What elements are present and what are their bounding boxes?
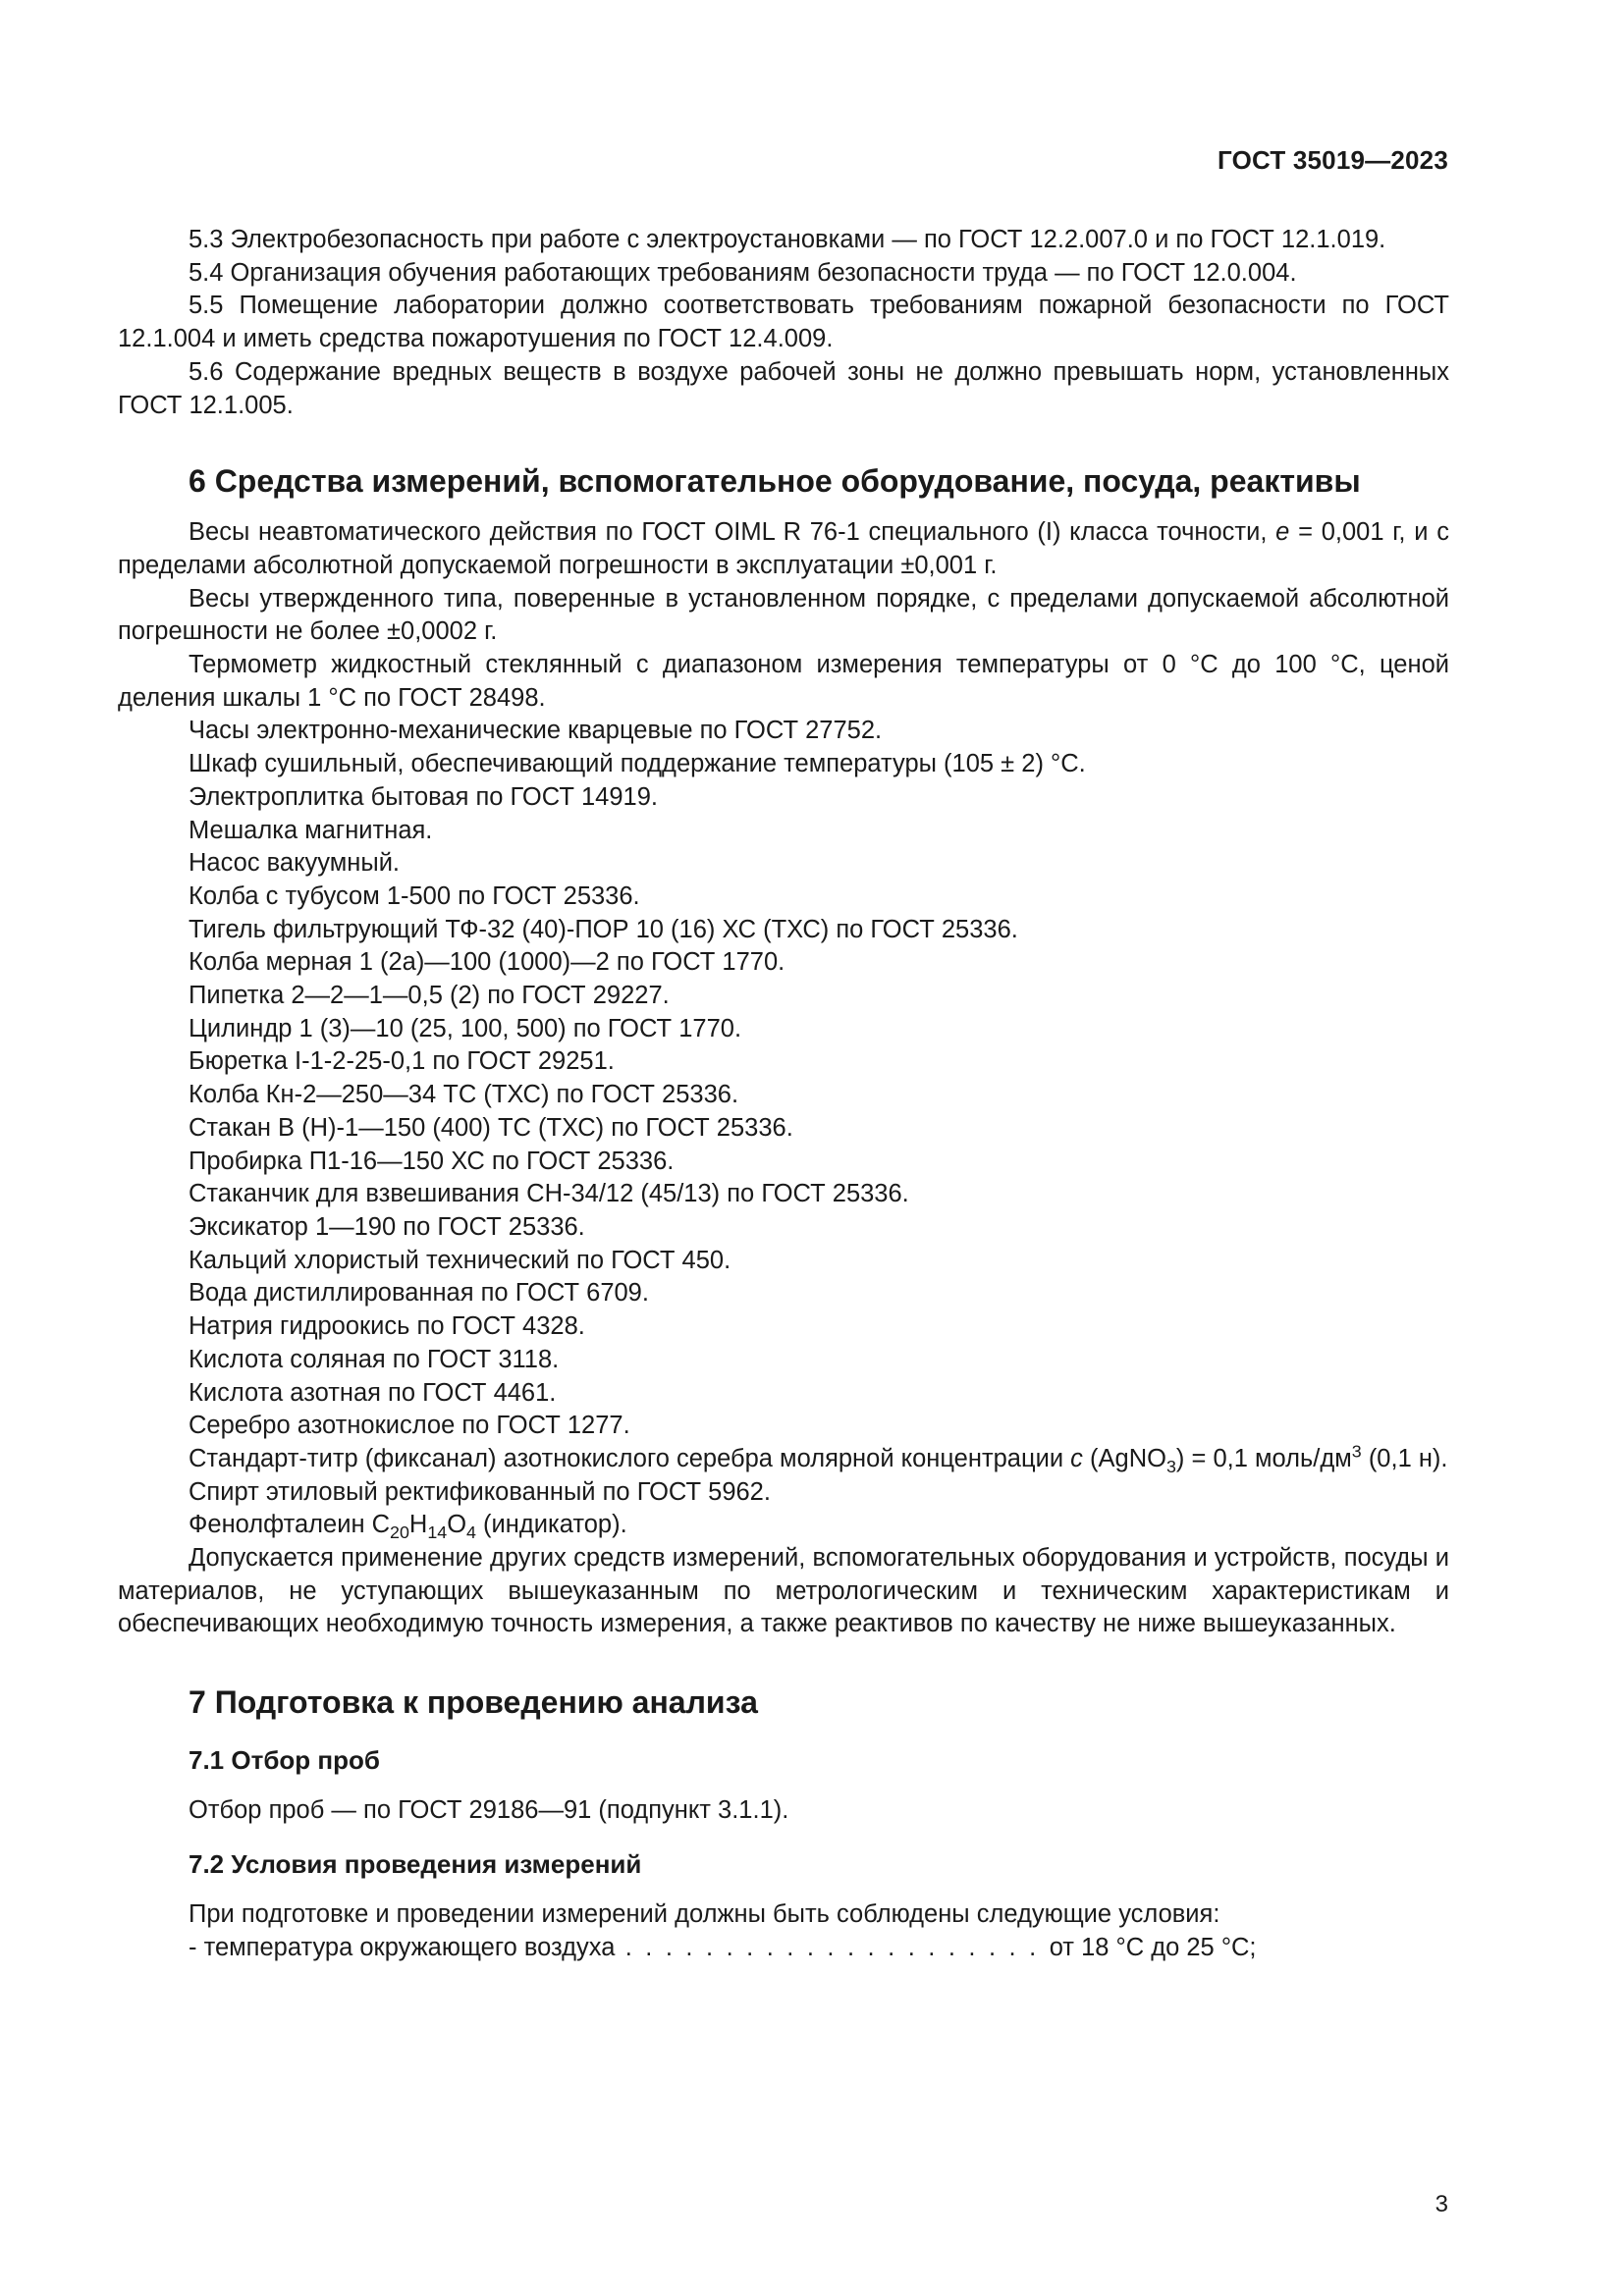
list-item: Стакан В (Н)-1—150 (400) ТС (ТХС) по ГОСТ 25336. (189, 1113, 793, 1142)
dot-leader: . . . . . . . . . . . . . . . . . . . . . (615, 1933, 1050, 1961)
scales-paragraph (118, 516, 1449, 582)
formula-subscript: 4 (466, 1522, 476, 1543)
approved-scales-paragraph: Весы утвержденного типа, поверенные в установленном порядке, с пределами допускаемой абсолютной погрешности не более ±0,0002 г. (118, 584, 1449, 646)
list-item: Насос вакуумный. (189, 849, 401, 878)
section-6 (118, 516, 1449, 1641)
list-item: Электроплитка бытовая по ГОСТ 14919. (189, 782, 658, 811)
formula-subscript: 14 (427, 1522, 448, 1543)
formula-subscript: 3 (1165, 1457, 1176, 1476)
list-item: Мешалка магнитная. (189, 816, 433, 844)
list-item: Спирт этиловый ректификованный по ГОСТ 5962. (189, 1477, 771, 1506)
subsection-7-2-heading: 7.2 Условия проведения измерений (189, 1848, 642, 1879)
list-item: Кислота азотная по ГОСТ 4461. (189, 1378, 557, 1407)
list-item: Эксикатор 1—190 по ГОСТ 25336. (189, 1212, 585, 1241)
list-item: Стаканчик для взвешивания СН-34/12 (45/13) по ГОСТ 25336. (189, 1180, 909, 1208)
list-item: Серебро азотнокислое по ГОСТ 1277. (189, 1412, 630, 1440)
list-item: Вода дистиллированная по ГОСТ 6709. (189, 1279, 649, 1308)
list-item: Бюретка I-1-2-25-0,1 по ГОСТ 29251. (189, 1047, 615, 1076)
list-item: Колба Кн-2—250—34 ТС (ТХС) по ГОСТ 25336. (189, 1081, 739, 1109)
formula-part: (индикатор). (475, 1511, 627, 1539)
conditions-intro: При подготовке и проведении измерений должны быть соблюдены следующие условия: (189, 1899, 1220, 1928)
list-item: Кислота соляная по ГОСТ 3118. (189, 1345, 560, 1373)
section-5 (118, 224, 1449, 422)
clause-5-5: 5.5 Помещение лаборатории должно соответствовать требованиям пожарной безопасности по ГОСТ 12.1.004 и иметь средства пожаротушения по ГОСТ 12.4.009. (118, 292, 1449, 353)
equipment-list (118, 715, 1449, 1442)
list-item: Пипетка 2—2—1—0,5 (2) по ГОСТ 29227. (189, 982, 670, 1010)
titer-normality: (0,1 н). (1361, 1444, 1448, 1472)
list-item: Натрия гидроокись по ГОСТ 4328. (189, 1312, 585, 1341)
list-item: Часы электронно-механические кварцевые по ГОСТ 27752. (189, 717, 883, 745)
condition-label: - температура окружающего воздуха (189, 1933, 616, 1961)
list-item: Тигель фильтрующий ТФ-32 (40)-ПОР 10 (16) ХС (ТХС) по ГОСТ 25336. (189, 915, 1018, 943)
formula-subscript: 20 (390, 1522, 409, 1543)
formula-part: Фенолфталеин C (189, 1511, 391, 1539)
scales-e-symbol: e (1275, 518, 1290, 547)
allowance-paragraph: Допускается применение других средств измерений, вспомогательных оборудования и устройств, посуды и материалов, не уступающих вышеуказанным по метрологическим и техническим характеристикам и обеспечивающих необходимую точность измерения, а также реактивов по качеству не ниже вышеуказанных. (118, 1544, 1449, 1638)
list-item: Шкаф сушильный, обеспечивающий поддержание температуры (105 ± 2) °С. (189, 750, 1086, 778)
condition-row (118, 1932, 1449, 1965)
clause-5-3: 5.3 Электробезопасность при работе с электроустановками — по ГОСТ 12.2.007.0 и по ГОСТ 12.1.019. (189, 226, 1386, 253)
subsection-7-1-heading: 7.1 Отбор проб (189, 1745, 380, 1776)
formula-part: O (447, 1511, 467, 1539)
page-number: 3 (1435, 2191, 1448, 2217)
list-item: Колба с тубусом 1-500 по ГОСТ 25336. (189, 881, 640, 910)
scales-text-a: Весы неавтоматического действия по ГОСТ OIML R 76-1 специального (I) класса точности, (189, 518, 1276, 547)
clause-5-6: 5.6 Содержание вредных веществ в воздухе рабочей зоны не должно превышать норм, установленных ГОСТ 12.1.005. (118, 357, 1449, 419)
list-item: Колба мерная 1 (2а)—100 (1000)—2 по ГОСТ 1770. (189, 948, 785, 977)
titer-formula-start: (AgNO (1082, 1444, 1166, 1472)
titer-text-a: Стандарт-титр (фиксанал) азотнокислого серебра молярной концентрации (189, 1444, 1071, 1472)
document-id: ГОСТ 35019—2023 (1218, 145, 1448, 175)
concentration-symbol: c (1070, 1444, 1083, 1472)
list-item: Цилиндр 1 (3)—10 (25, 100, 500) по ГОСТ 1770. (189, 1014, 742, 1042)
list-item: Пробирка П1-16—150 ХС по ГОСТ 25336. (189, 1147, 675, 1175)
section-7 (118, 1682, 1449, 1964)
sampling-paragraph: Отбор проб — по ГОСТ 29186—91 (подпункт 3.1.1). (189, 1796, 789, 1825)
section-7-heading: 7 Подготовка к проведению анализа (189, 1684, 758, 1721)
phenolphthalein-item (118, 1509, 1449, 1542)
standard-titer-paragraph (118, 1443, 1449, 1476)
page-content (118, 224, 1449, 1964)
clause-5-4: 5.4 Организация обучения работающих требованиям безопасности труда — по ГОСТ 12.0.004. (189, 258, 1297, 287)
list-item: Кальций хлористый технический по ГОСТ 450. (189, 1246, 731, 1274)
thermometer-paragraph: Термометр жидкостный стеклянный с диапазоном измерения температуры от 0 °С до 100 °С, ценой деления шкалы 1 °С по ГОСТ 28498. (118, 651, 1449, 712)
section-6-heading: 6 Средства измерений, вспомогательное оборудование, посуда, реактивы (189, 463, 1361, 500)
titer-value: ) = 0,1 моль/дм (1175, 1444, 1352, 1472)
unit-superscript: 3 (1351, 1441, 1362, 1462)
formula-part: H (408, 1511, 428, 1539)
condition-value: от 18 °С до 25 °С; (1049, 1933, 1257, 1961)
scales-text-b: = 0,001 г, и с пределами абсолютной допускаемой погрешности в эксплуатации ±0,001 г. (118, 518, 1449, 579)
